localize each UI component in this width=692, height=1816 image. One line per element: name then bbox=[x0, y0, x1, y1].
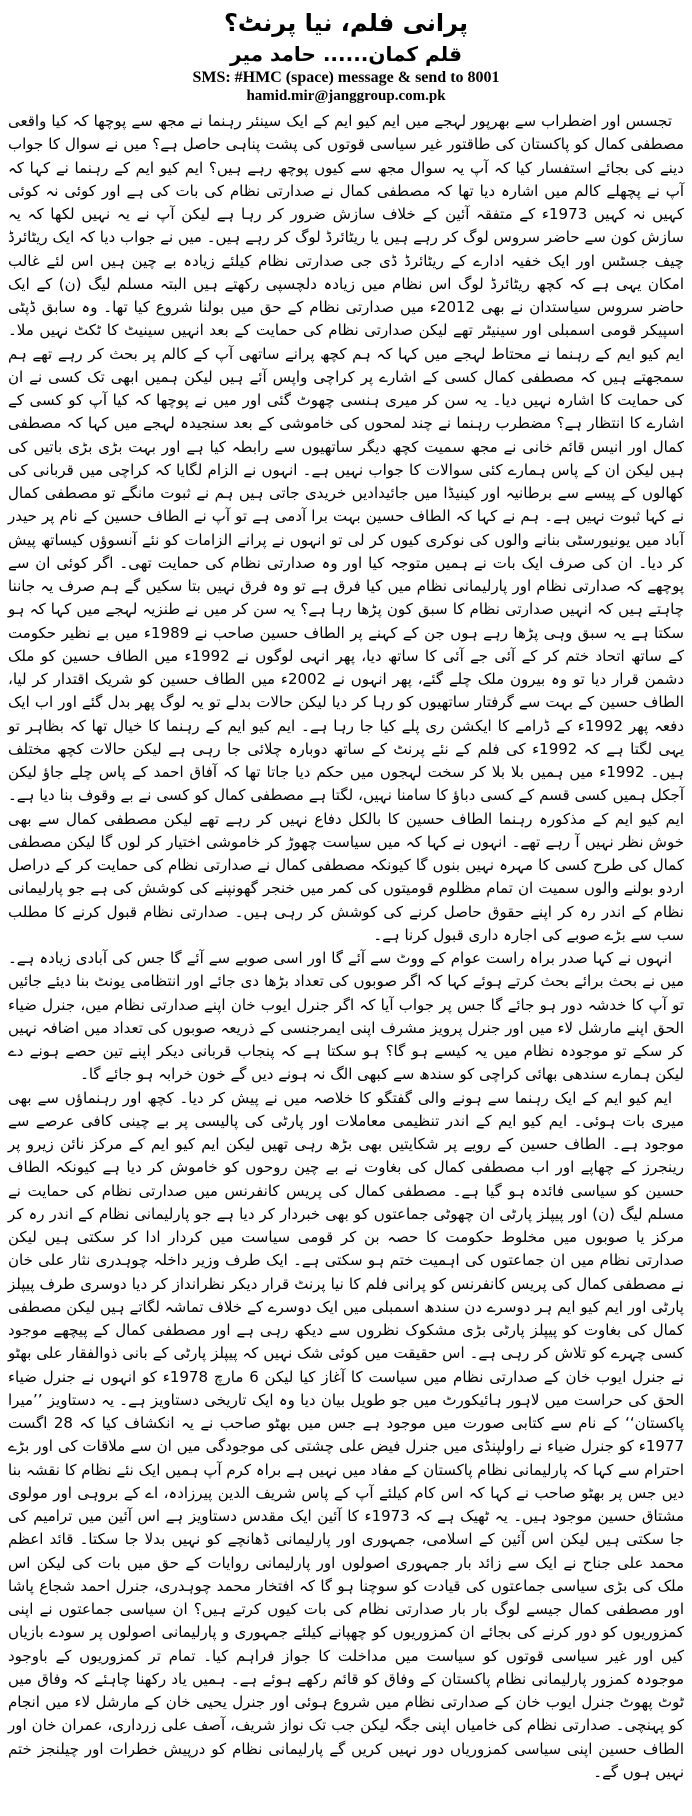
article-body bbox=[8, 110, 684, 1784]
email-address: hamid.mir@janggroup.com.pk bbox=[246, 88, 446, 104]
paragraph: انہوں نے کہا صدر براہ راست عوام کے ووٹ سے آئے گا اور اسی صوبے سے آئے گا جس کی آبادی زیادہ ہے۔ میں نے بحث برائے بحث کرتے ہوئے کہا کہ اگر صوبوں کی تعداد بڑھا دی جائے اور انتظامی یونٹ بنا دیئے جائیں تو آپ کا خدشہ دور ہو جائے گا جس پر جواب آیا کہ اگر جنرل ایوب خان اپنے صدارتی نظام میں، جنرل ضیاء الحق اپنے مارشل لاء میں اور جنرل پرویز مشرف اپنی ایمرجنسی کے ذریعہ صوبوں کی تعداد میں اضافہ نہیں کر سکے تو موجودہ نظام میں یہ کیسے ہو گا؟ ہو سکتا ہے کہ پنجاب قربانی دیکر اپنے تین حصے ہونے دے لیکن ہمارے سندھی بھائی کراچی کو سندھ سے کبھی الگ نہ ہونے دیں گے خون خرابہ ہو جائے گا۔ bbox=[8, 949, 684, 1084]
byline: قلم کمان...... حامد میر bbox=[230, 42, 462, 66]
sms-line: SMS: #HMC (space) message & send to 8001 bbox=[192, 69, 500, 86]
column-header bbox=[8, 6, 684, 106]
paragraph: تجسس اور اضطراب سے بھرپور لہجے میں ایم کیو ایم کے ایک سینئر رہنما نے مجھ سے پوچھا کہ کیا واقعی مصطفی کمال کو پاکستان کی طاقتور غیر سیاسی قوتوں کی پشت پناہی حاصل ہے؟ میں نے سوال کا جواب دینے کی بجائے استفسار کیا کہ آپ یہ سوال مجھ سے کیوں پوچھ رہے ہیں؟ ایم کیو ایم کے رہنما نے کہا کہ آپ نے پچھلے کالم میں اشارہ دیا تھا کہ مصطفی کمال نے صدارتی نظام کی بات کی ہے اور کوئی نہ کوئی کہیں نہ کہیں 1973ء کے متفقہ آئین کے خلاف سازش ضرور کر رہا ہے لیکن آپ نے یہ نہیں لکھا کہ یہ سازش کون سے حاضر سروس لوگ کر رہے ہیں یا ریٹائرڈ لوگ کر رہے ہیں۔ میں نے جواب دیا کہ ایک ریٹائرڈ چیف جسٹس اور ایک خفیہ ادارے کے ریٹائرڈ ڈی جی صدارتی نظام کیلئے زیادہ بے چین ہیں اس لئے غالب امکان یہی ہے کہ کچھ ریٹائرڈ لوگ اس نظام میں زیادہ دلچسپی رکھتے ہیں البتہ مسلم لیگ (ن) کے ایک حاضر سروس سیاستدان نے بھی 2012ء میں صدارتی نظام کے حق میں بولنا شروع کیا تھا۔ وہ سابق ڈپٹی اسپیکر قومی اسمبلی اور سینیٹر تھے لیکن صدارتی نظام کی حمایت کے بعد انہیں سینیٹ کا ٹکٹ نہیں ملا۔ ایم کیو ایم کے رہنما نے محتاط لہجے میں کہا کہ ہم کچھ پرانے ساتھی آپ کے کالم پر بحث کر رہے تھے ہم سمجھتے ہیں کہ مصطفی کمال کسی کے اشارے پر کراچی واپس آئے ہیں لیکن ہمیں ابھی تک کسی نے ان کی حمایت کا اشارہ نہیں دیا۔ یہ سن کر میری ہنسی چھوٹ گئی اور میں نے پوچھا کہ کیا آپ کو کسی کے اشارے کا انتظار ہے؟ مضطرب رہنما نے چند لمحوں کی خاموشی کے بعد سنجیدہ لہجے میں کہا کہ مصطفی کمال اور انیس قائم خانی نے مجھ سمیت کچھ دیگر ساتھیوں سے رابطہ کیا ہے اور بہت بڑی بڑی باتیں کی ہیں لیکن ان کے پاس ہمارے کئی سوالات کا جواب نہیں ہے۔ انہوں نے الزام لگایا کہ کراچی میں قربانی کی کھالوں کے پیسے سے برطانیہ اور کینیڈا میں جائیدادیں خریدی جاتی ہیں ہم نے ثبوت مانگے تو مصطفی کمال نے کہا ثبوت نہیں ہے۔ ہم نے کہا کہ الطاف حسین بہت برا آدمی ہے تو آپ نے الطاف حسین کے نام پر حیدر آباد میں یونیورسٹی بنانے والوں کی نوکری کیوں کر لی تو انہوں نے پرانے الزامات کو نئے آنسوؤں کیساتھ پیش کر دیا۔ ان کی صرف ایک بات نے ہمیں متوجہ کیا اور وہ صدارتی نظام کی حمایت تھی۔ اگر کوئی ان سے پوچھے کہ صدارتی نظام اور پارلیمانی نظام میں کیا فرق ہے تو وہ فرق نہیں بتا سکیں گے ہم صرف یہ جاننا چاہتے ہیں کہ انہیں صدارتی نظام کا سبق کون پڑھا رہا ہے؟ یہ سن کر میں نے طنزیہ لہجے میں کہا کہ ہو سکتا ہے یہ سبق وہی پڑھا رہے ہوں جن کے کہنے پر الطاف حسین صاحب نے 1989ء میں بے نظیر حکومت کے ساتھ اتحاد ختم کر کے آئی جے آئی کا ساتھ دیا، پھر انہی لوگوں نے 1992ء میں الطاف حسین کو ملک دشمن قرار دیا تو وہ بیرون ملک چلے گئے، پھر انہوں نے 2002ء میں الطاف حسین کو شریک اقتدار کر لیا، الطاف حسین کے بہت سے گرفتار ساتھیوں کو رہا کر دیا لیکن حالات بدلے تو یہ لوگ پھر بدل گئے اور اب ایک دفعہ پھر 1992ء کے ڈرامے کا ایکشن ری پلے کیا جا رہا ہے۔ ایم کیو ایم کے رہنما کا خیال تھا کہ بظاہر تو یہی لگتا ہے کہ 1992ء کی فلم کے نئے پرنٹ کے ساتھ دوبارہ چلائی جا رہی ہے لیکن حالات کچھ مختلف ہیں۔ 1992ء میں ہمیں بلا بلا کر سخت لہجوں میں حکم دیا جاتا تھا کہ آفاق احمد کے پاس چلے جاؤ لیکن آجکل ہمیں کسی قسم کے کسی دباؤ کا سامنا نہیں، لگتا ہے مصطفی کمال کو کسی نے بے وقوف بنا دیا ہے۔ ایم کیو ایم کے مذکورہ رہنما الطاف حسین کا بالکل دفاع نہیں کر رہے تھے لیکن مصطفی کمال سے بھی خوش نظر نہیں آ رہے تھے۔ انہوں نے کہا کہ میں سیاست چھوڑ کر خاموشی اختیار کر لوں گا لیکن مصطفی کمال کی طرح کسی کا مہرہ نہیں بنوں گا کیونکہ مصطفی کمال نے صدارتی نظام کی حمایت کر کے دراصل اردو بولنے والوں سمیت ان تمام مظلوم قومیتوں کی کمر میں خنجر گھونپنے کی کوشش کی ہے جو پارلیمانی نظام کے اندر رہ کر اپنے حقوق حاصل کرنے کی کوشش کر رہی ہیں۔ صدارتی نظام قبول کرنے کا مطلب سب سے بڑے صوبے کی اجارہ داری قبول کرنا ہے۔ bbox=[8, 112, 685, 944]
paragraph: ایم کیو ایم کے ایک رہنما سے ہونے والی گفتگو کا خلاصہ میں نے پیش کر دیا۔ کچھ اور رہنماؤں سے بھی میری بات ہوئی۔ ایم کیو ایم کے اندر تنظیمی معاملات اور پارٹی کی پالیسی پر بے چینی کافی عرصے سے موجود ہے۔ الطاف حسین کے رویے پر شکایتیں بھی بڑھ رہی تھیں لیکن ایم کیو ایم کے مرکز نائن زیرو پر رینجرز کے چھاپے اور اب مصطفی کمال کی بغاوت نے بے چین روحوں کو خاموش کر دیا ہے کیونکہ الطاف حسین کو سیاسی فائدہ ہو گیا ہے۔ مصطفی کمال کی پریس کانفرنس میں صدارتی نظام کی حمایت نے مسلم لیگ (ن) اور پیپلز پارٹی ان چھوٹی جماعتوں کو بھی خبردار کر دیا ہے جو پارلیمانی نظام کے اندر رہ کر مرکز یا صوبوں میں مخلوط حکومت کا حصہ بن کر قومی سیاست میں کردار ادا کر سکتی ہیں لیکن صدارتی نظام میں ان جماعتوں کی اہمیت ختم ہو سکتی ہے۔ ایک طرف وزیر داخلہ چوہدری نثار علی خان نے مصطفی کمال کی پریس کانفرنس کو پرانی فلم کا نیا پرنٹ قرار دیکر نظرانداز کر دیا دوسری طرف پیپلز پارٹی اور ایم کیو ایم ہر دوسرے دن سندھ اسمبلی میں ایک دوسرے کے خلاف تماشہ لگاتے ہیں لیکن مصطفی کمال کی بغاوت کو پیپلز پارٹی بڑی مشکوک نظروں سے دیکھ رہی ہے اور مصطفی کمال کے پیچھے موجود کسی چہرے کو تلاش کر رہی ہے۔ اس حقیقت میں کوئی شک نہیں کہ پیپلز پارٹی کے بانی ذوالفقار علی بھٹو نے جنرل ایوب خان کے صدارتی نظام میں سیاست کا آغاز کیا لیکن 6 مارچ 1978ء کو انہوں نے جنرل ضیاء الحق کی حراست میں لاہور ہائیکورٹ میں جو طویل بیان دیا وہ ایک تاریخی دستاویز ہے۔ یہ دستاویز ’’میرا پاکستان‘‘ کے نام سے کتابی صورت میں موجود ہے جس میں بھٹو صاحب نے یہ انکشاف کیا کہ 28 اگست 1977ء کو جنرل ضیاء نے راولپنڈی میں جنرل فیض علی چشتی کی موجودگی میں ان سے ملاقات کی اور بڑے احترام سے کہا کہ پارلیمانی نظام پاکستان کے مفاد میں نہیں ہے براہ کرم آپ ہمیں ایک نئے نظام کا نقشہ بنا دیں جس پر بھٹو صاحب نے کہا کہ اس کام کیلئے آپ کے پاس شریف الدین پیرزادہ، اے کے بروہی اور مولوی مشتاق حسین موجود ہیں۔ یہ ٹھیک ہے کہ 1973ء کا آئین ایک مقدس دستاویز ہے اس آئین میں ترامیم کی جا سکتی ہیں لیکن اس آئین کے اسلامی، جمہوری اور پارلیمانی ڈھانچے کو نہیں بدلا جا سکتا۔ قائد اعظم محمد علی جناح نے ایک سے زائد بار جمہوری اصولوں اور پارلیمانی روایات کے حق میں بات کی لیکن اس ملک کی بڑی سیاسی جماعتوں کی قیادت کو سوچنا ہو گا کہ افتخار محمد چوہدری، جنرل احمد شجاع پاشا اور مصطفی کمال جیسے لوگ بار بار صدارتی نظام کی بات کیوں کرتے ہیں؟ ان سیاسی جماعتوں نے اپنی کمزوریوں کو دور کرنے کی بجائے ان کمزوریوں کو چھپانے کیلئے جمہوری و پارلیمانی اصولوں پر سودے بازیاں کیں اور غیر سیاسی قوتوں کو سیاست میں مداخلت کا جواز فراہم کیا۔ تمام تر کمزوریوں کے باوجود موجودہ کمزور پارلیمانی نظام پاکستان کے وفاق کو قائم رکھے ہوئے ہے۔ ہمیں یاد رکھنا چاہئے کہ وفاق میں ٹوٹ پھوٹ جنرل ایوب خان کے صدارتی نظام میں شروع ہوئی اور جنرل یحیی خان کے مارشل لاء میں انجام کو پہنچی۔ صدارتی نظام کی خامیاں اپنی جگہ لیکن جب تک نواز شریف، آصف علی زرداری، عمران خان اور الطاف حسین اپنی سیاسی کمزوریاں دور نہیں کریں گے پارلیمانی نظام کو درپیش خطرات اور چیلنجز ختم نہیں ہوں گے۔ bbox=[8, 1088, 685, 1781]
column-title: پرانی فلم، نیا پرنٹ؟ bbox=[223, 9, 469, 37]
